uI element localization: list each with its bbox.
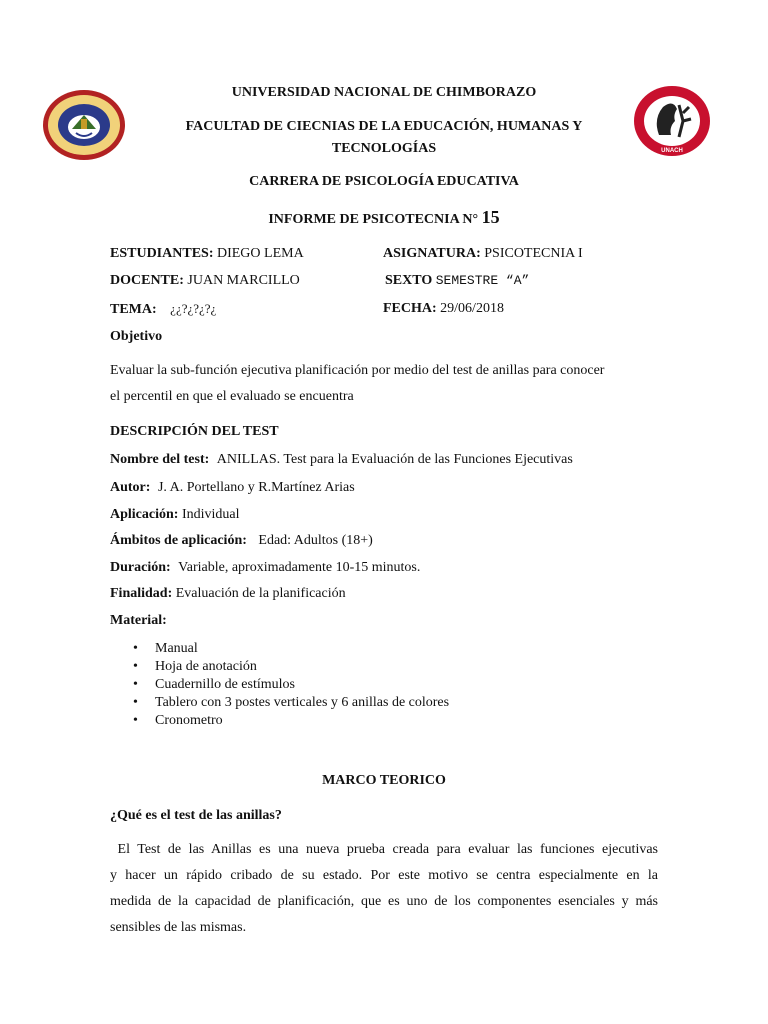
list-item: • Cronometro [133,712,449,730]
author-value: J. A. Portellano y R.Martínez Arias [157,480,355,495]
list-item: • Manual [133,640,449,658]
application-value: Individual [181,507,240,522]
teacher-value: JUAN MARCILLO [187,273,300,288]
theory-line-4: sensibles de las mismas. [110,920,247,935]
test-name-value: ANILLAS. Test para la Evaluación de las Funciones Ejecutivas [216,452,573,467]
university-title: UNIVERSIDAD NACIONAL DE CHIMBORAZO [231,85,537,100]
subject-value: PSICOTECNIA I [484,246,583,261]
teacher-row [110,273,300,289]
report-title [0,207,768,228]
author-label: Autor: [110,480,151,495]
topic-value: ¿¿?¿?¿?¿ [170,301,217,316]
semester-row [385,273,529,289]
theory-line-1: El Test de las Anillas es una nueva prueba creada para evaluar las funciones ejecutivas [110,842,658,857]
list-item: • Cuadernillo de estímulos [133,676,449,694]
date-value: 29/06/2018 [440,301,504,316]
subject-row [383,246,583,262]
test-name-row [110,452,573,468]
purpose-row [110,586,346,602]
report-number: 15 [481,207,500,227]
material-heading: Material: [110,613,167,628]
students-label: ESTUDIANTES: [110,246,214,261]
career-title: CARRERA DE PSICOLOGÍA EDUCATIVA [249,174,519,189]
duration-label: Duración: [110,560,171,575]
subject-label: ASIGNATURA: [383,246,481,261]
description-heading: DESCRIPCIÓN DEL TEST [110,424,279,439]
semester-label: SEXTO [385,273,433,288]
application-label: Aplicación: [110,507,179,522]
purpose-label: Finalidad: [110,586,173,601]
scope-label: Ámbitos de aplicación: [110,533,247,548]
test-name-label: Nombre del test: [110,452,210,467]
teacher-label: DOCENTE: [110,273,184,288]
date-row [383,301,504,317]
objective-heading: Objetivo [110,329,163,344]
topic-label: TEMA: [110,302,157,317]
topic-row [110,301,216,318]
theory-heading: MARCO TEORICO [322,773,446,788]
scope-row [110,533,373,549]
objective-line-2: el percentil en que el evaluado se encuentra [110,389,354,404]
date-label: FECHA: [383,301,437,316]
duration-row [110,560,420,576]
materials-list [133,640,449,730]
list-item: • Hoja de anotación [133,658,449,676]
list-item: • Tablero con 3 postes verticales y 6 anillas de colores [133,694,449,712]
report-title-prefix: INFORME DE PSICOTECNIA N° [268,212,479,227]
svg-text:UNACH: UNACH [661,148,683,154]
students-value: DIEGO LEMA [216,246,304,261]
scope-value: Edad: Adultos (18+) [258,533,373,548]
faculty-line-1: FACULTAD DE CIECNIAS DE LA EDUCACIÓN, HUMANAS Y [185,119,583,134]
author-row [110,480,355,496]
theory-line-2: y hacer un rápido cribado de su estado. Por este motivo se centra especialmente en la [110,868,658,883]
theory-paragraph [110,837,658,941]
application-row [110,507,240,523]
faculty-line-2: TECNOLOGÍAS [331,141,437,156]
purpose-value: Evaluación de la planificación [175,586,346,601]
students-row [110,246,304,262]
semester-value: SEMESTRE “A” [435,273,530,288]
duration-value: Variable, aproximadamente 10-15 minutos. [178,560,421,575]
theory-line-3: medida de la capacidad de planificación, que es uno de los componentes esenciales y más [110,894,658,909]
theory-question: ¿Qué es el test de las anillas? [110,808,282,823]
objective-line-1: Evaluar la sub-función ejecutiva planificación por medio del test de anillas para conocer [110,363,605,378]
